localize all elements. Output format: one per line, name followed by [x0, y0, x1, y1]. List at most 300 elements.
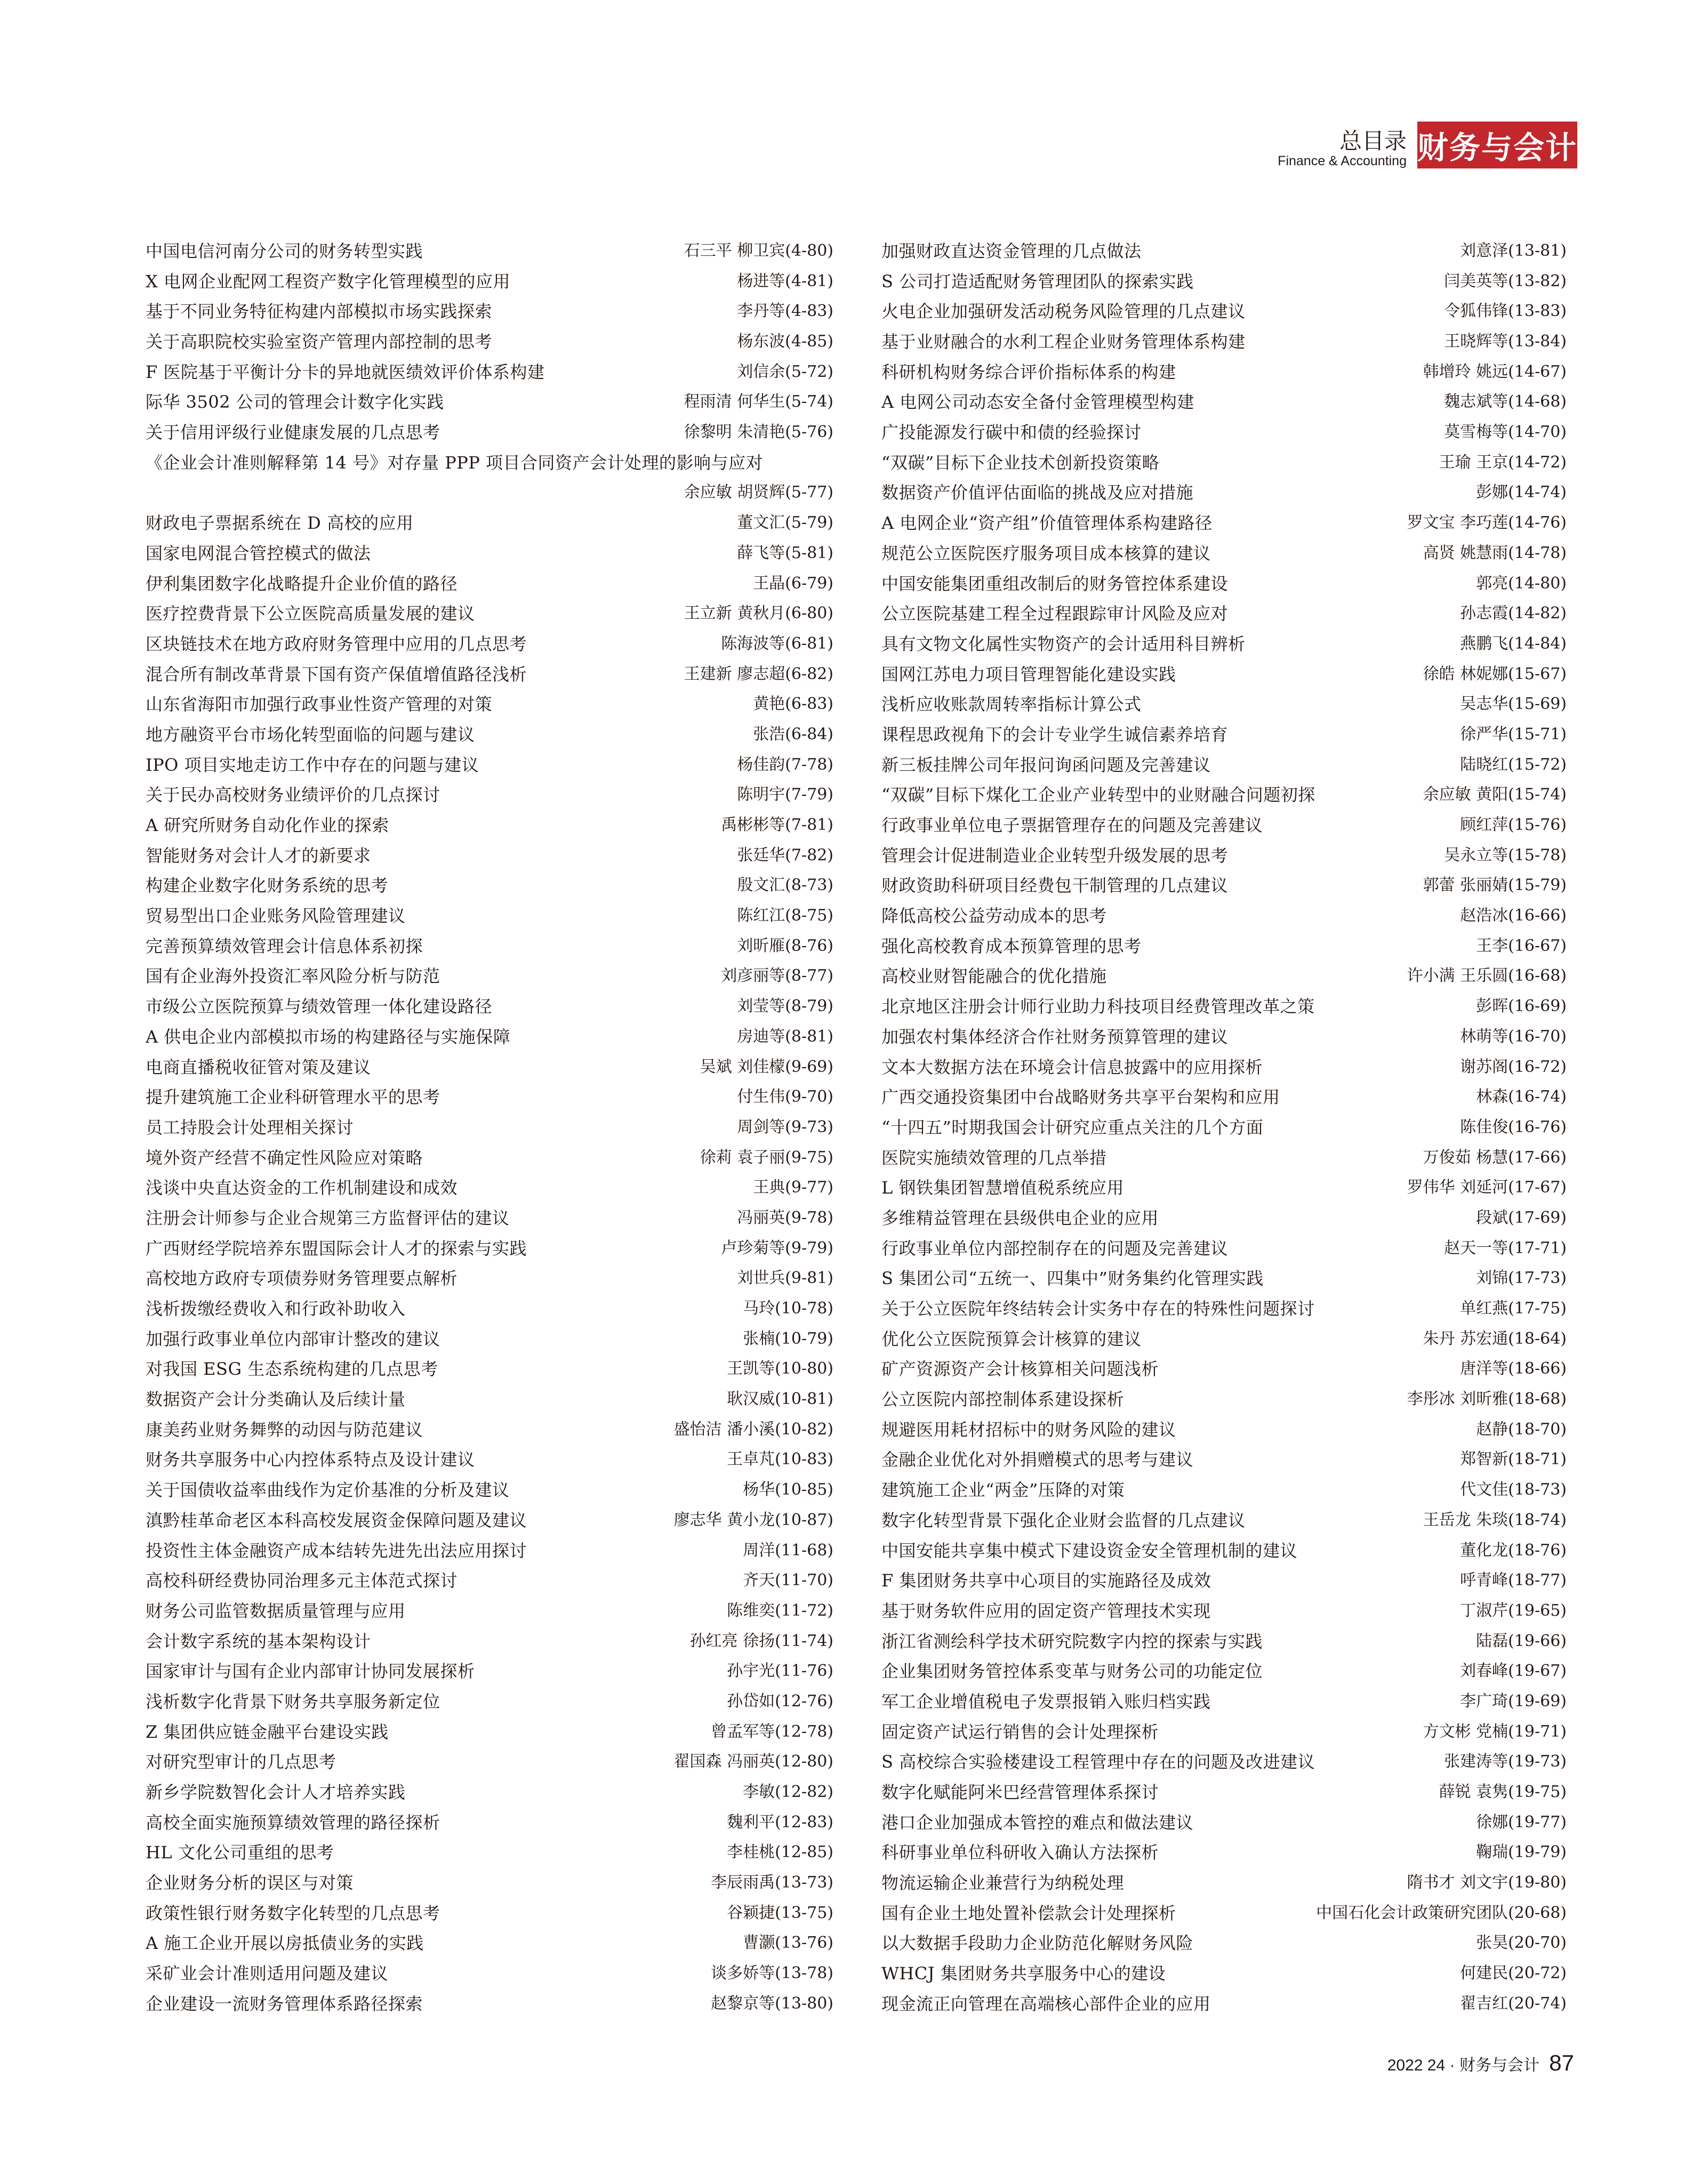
article-author-page: 中国石化会计政策研究团队(20-68)	[1316, 1903, 1567, 1922]
article-title: 建筑施工企业“两金”压降的对策	[881, 1480, 1125, 1501]
article-title: 国网江苏电力项目管理智能化建设实践	[881, 664, 1176, 684]
toc-entry	[146, 448, 833, 478]
toc-entry	[881, 1626, 1567, 1657]
toc-entry	[146, 1717, 833, 1747]
toc-entry	[146, 508, 833, 538]
article-title: A 电网公司动态安全备付金管理模型构建	[881, 392, 1194, 413]
toc-entry	[881, 1203, 1567, 1234]
article-title: 财政资助科研项目经费包干制管理的几点建议	[881, 875, 1229, 896]
article-author-page: 刘锦(17-73)	[1476, 1269, 1567, 1288]
article-title: 矿产资源资产会计核算相关问题浅析	[881, 1359, 1159, 1380]
article-title: 采矿业会计准则适用问题及建议	[146, 1963, 389, 1984]
article-author-page: 徐娜(19-77)	[1476, 1812, 1567, 1832]
toc-entry	[881, 1838, 1567, 1868]
article-author-page: 杨佳韵(7-78)	[737, 755, 833, 774]
article-title: 固定资产试运行销售的会计处理探析	[881, 1721, 1159, 1742]
toc-entry	[146, 1989, 833, 2019]
article-author-page: 耿汉威(10-81)	[727, 1390, 833, 1409]
article-author-page: 呼青峰(18-77)	[1460, 1571, 1567, 1590]
toc-entry	[881, 1234, 1567, 1264]
article-author-page: 吴永立等(15-78)	[1444, 845, 1567, 865]
toc-entry	[881, 1113, 1567, 1143]
article-title: A 供电企业内部模拟市场的构建路径与实施保障	[146, 1026, 511, 1047]
article-title: 广西交通投资集团中台战略财务共享平台架构和应用	[881, 1087, 1280, 1108]
article-author-page: 徐严华(15-71)	[1460, 724, 1567, 744]
toc-entry	[881, 1263, 1567, 1294]
article-author-page: 赵黎京等(13-80)	[711, 1994, 833, 2013]
logo-text: 财务与会计	[1417, 130, 1578, 166]
article-title: 高校地方政府专项债券财务管理要点解析	[146, 1268, 458, 1289]
toc-entry	[146, 357, 833, 388]
article-title: 高校业财智能融合的优化措施	[881, 966, 1107, 987]
toc-entry	[881, 931, 1567, 962]
article-title: 行政事业单位内部控制存在的问题及完善建议	[881, 1238, 1229, 1259]
article-title: 浙江省测绘科学技术研究院数字内控的探索与实践	[881, 1631, 1263, 1651]
article-author-page: 曾孟军等(12-78)	[711, 1722, 833, 1741]
article-title: 高校科研经费协同治理多元主体范式探讨	[146, 1570, 458, 1591]
article-author-page: 刘信余(5-72)	[737, 362, 833, 381]
toc-entry	[146, 327, 833, 357]
article-title: 金融企业优化对外捐赠模式的思考与建议	[881, 1449, 1194, 1470]
article-title: 地方融资平台市场化转型面临的问题与建议	[146, 724, 475, 745]
article-title: 规避医用耗材招标中的财务风险的建议	[881, 1419, 1176, 1440]
toc-entry	[146, 1475, 833, 1505]
article-author-page: 刘彦丽等(8-77)	[721, 966, 833, 986]
article-author-page: 罗伟华 刘延河(17-67)	[1407, 1178, 1567, 1197]
article-author-page: 隋书才 刘文宇(19-80)	[1407, 1873, 1567, 1892]
toc-entry	[881, 1173, 1567, 1203]
article-title: 多维精益管理在县级供电企业的应用	[881, 1207, 1159, 1228]
toc-entry	[881, 659, 1567, 690]
toc-entry	[881, 296, 1567, 327]
article-author-page: 万俊茹 杨慧(17-66)	[1423, 1148, 1567, 1167]
article-author-page: 王李(16-67)	[1476, 936, 1567, 955]
toc-entry	[146, 750, 833, 780]
article-title: 财政电子票据系统在 D 高校的应用	[146, 513, 414, 534]
toc-entry	[146, 1536, 833, 1566]
toc-entry	[881, 750, 1567, 780]
toc-entry	[881, 992, 1567, 1022]
article-title: 数字化赋能阿米巴经营管理体系探讨	[881, 1782, 1159, 1803]
article-author-page: 王典(9-77)	[753, 1178, 833, 1197]
article-author-page: 杨东波(4-85)	[737, 332, 833, 351]
article-title: 行政事业单位电子票据管理存在的问题及完善建议	[881, 815, 1263, 836]
article-title: 数据资产会计分类确认及后续计量	[146, 1389, 406, 1410]
page-number: 87	[1549, 2050, 1574, 2075]
toc-entry	[881, 327, 1567, 357]
toc-entry	[146, 1113, 833, 1143]
article-author-page: 翟吉红(20-74)	[1460, 1994, 1567, 2013]
article-author-page: 张昊(20-70)	[1476, 1933, 1567, 1953]
toc-entry	[146, 1687, 833, 1717]
toc-entry	[881, 1415, 1567, 1445]
article-title: 中国安能集团重组改制后的财务管控体系建设	[881, 573, 1229, 594]
toc-entry	[881, 1566, 1567, 1596]
article-author-page: 周洋(11-68)	[743, 1541, 833, 1560]
toc-entry	[146, 569, 833, 599]
article-author-page: 余应敏 胡贤辉(5-77)	[684, 483, 833, 502]
article-title: 科研机构财务综合评价指标体系的构建	[881, 361, 1176, 382]
article-author-page: 徐黎明 朱清艳(5-76)	[684, 423, 833, 442]
toc-entry	[146, 931, 833, 962]
article-title: 新乡学院数智化会计人才培养实践	[146, 1782, 406, 1803]
toc-entry	[881, 1022, 1567, 1052]
article-author-page: 谈多娇等(13-78)	[711, 1964, 833, 1983]
toc-entry	[146, 871, 833, 901]
article-title: 会计数字系统的基本架构设计	[146, 1631, 371, 1651]
article-author-page: 魏志斌等(14-68)	[1444, 392, 1567, 412]
toc-entry	[146, 1868, 833, 1898]
article-title: 加强农村集体经济合作社财务预算管理的建议	[881, 1026, 1229, 1047]
toc-right-column	[881, 236, 1567, 2019]
journal-logo	[1417, 122, 1577, 168]
toc-entry	[146, 599, 833, 629]
article-title: 市级公立医院预算与绩效管理一体化建设路径	[146, 996, 493, 1017]
article-title: 电商直播税收征管对策及建议	[146, 1057, 371, 1077]
article-title: 投资性主体金融资产成本结转先进先出法应用探讨	[146, 1540, 527, 1561]
article-author-page: 彭娜(14-74)	[1476, 483, 1567, 502]
article-title: 康美药业财务舞弊的动因与防范建议	[146, 1419, 423, 1440]
article-title: 新三板挂牌公司年报问询函问题及完善建议	[881, 754, 1211, 775]
article-author-page: 莫雪梅等(14-70)	[1444, 423, 1567, 442]
article-title: 高校全面实施预算绩效管理的路径探析	[146, 1812, 440, 1833]
article-author-page: 黄艳(6-83)	[753, 695, 833, 714]
article-title: 基于财务软件应用的固定资产管理技术实现	[881, 1600, 1211, 1621]
toc-entry	[881, 1777, 1567, 1808]
toc-entry	[146, 1808, 833, 1838]
article-author-page: 郭蕾 张丽婧(15-79)	[1423, 876, 1567, 895]
article-author-page: 刘世兵(9-81)	[737, 1269, 833, 1288]
article-author-page: 陈明宇(7-79)	[737, 785, 833, 804]
article-title: 中国安能共享集中模式下建设资金安全管理机制的建议	[881, 1540, 1298, 1561]
article-author-page: 徐皓 林妮娜(15-67)	[1423, 664, 1567, 683]
toc-entry	[146, 659, 833, 690]
toc-entry	[881, 1294, 1567, 1324]
article-title: HL 文化公司重组的思考	[146, 1842, 334, 1863]
article-author-page: 彭晖(16-69)	[1476, 997, 1567, 1016]
article-title: 公立医院基建工程全过程跟踪审计风险及应对	[881, 603, 1229, 624]
article-title: WHCJ 集团财务共享服务中心的建设	[881, 1963, 1166, 1984]
article-author-page: 王瑜 王京(14-72)	[1439, 453, 1567, 472]
article-author-page: 马玲(10-78)	[743, 1299, 833, 1318]
toc-entry	[881, 720, 1567, 750]
article-title: “双碳”目标下煤化工企业产业转型中的业财融合问题初探	[881, 785, 1315, 805]
article-author-page: 陆晓红(15-72)	[1460, 755, 1567, 774]
article-title: 基于业财融合的水利工程企业财务管理体系构建	[881, 332, 1246, 352]
article-title: S 集团公司“五统一、四集中”财务集约化管理实践	[881, 1268, 1264, 1289]
article-title: 浅析数字化背景下财务共享服务新定位	[146, 1691, 440, 1712]
article-author-page: 丁淑芹(19-65)	[1460, 1601, 1567, 1620]
article-author-page: 董文汇(5-79)	[737, 513, 833, 533]
article-title: 医疗控费背景下公立医院高质量发展的建议	[146, 603, 475, 624]
article-author-page: 张建涛等(19-73)	[1444, 1752, 1567, 1771]
toc-entry	[881, 599, 1567, 629]
article-author-page: 唐洋等(18-66)	[1460, 1359, 1567, 1379]
toc-entry	[881, 1536, 1567, 1566]
article-title: 广投能源发行碳中和债的经验探讨	[881, 422, 1142, 443]
toc-entry	[146, 1203, 833, 1234]
toc-entry	[881, 1324, 1567, 1355]
toc-entry	[881, 478, 1567, 509]
toc-entry	[146, 1294, 833, 1324]
article-title: 关于民办高校财务业绩评价的几点探讨	[146, 785, 440, 805]
toc-entry	[881, 1596, 1567, 1626]
article-title: 《企业会计准则解释第 14 号》对存量 PPP 项目合同资产会计处理的影响与应对	[146, 452, 764, 473]
article-author-page: 冯丽英(9-78)	[737, 1208, 833, 1227]
article-title: 山东省海阳市加强行政事业性资产管理的对策	[146, 694, 493, 715]
toc-entry	[881, 508, 1567, 538]
issue-info: 2022 24 · 财务与会计	[1387, 2057, 1539, 2074]
article-author-page: 王立新 黄秋月(6-80)	[684, 604, 833, 623]
toc-entry	[146, 1354, 833, 1384]
article-author-page: 殷文汇(8-73)	[737, 876, 833, 895]
article-title: 数字化转型背景下强化企业财会监督的几点建议	[881, 1510, 1246, 1530]
article-title: 贸易型出口企业账务风险管理建议	[146, 906, 406, 926]
article-title: 管理会计促进制造业企业转型升级发展的思考	[881, 845, 1229, 866]
article-author-page: 陈红江(8-75)	[737, 906, 833, 925]
toc-entry	[881, 810, 1567, 841]
article-title: 际华 3502 公司的管理会计数字化实践	[146, 392, 444, 413]
toc-entry	[146, 1082, 833, 1113]
article-author-page: 吴斌 刘佳檬(9-69)	[700, 1057, 833, 1076]
article-author-page: 禹彬彬等(7-81)	[721, 816, 833, 835]
article-author-page: 盛怡洁 潘小溪(10-82)	[673, 1420, 833, 1439]
toc-entry	[881, 1959, 1567, 1989]
article-author-page: 高贤 姚慧雨(14-78)	[1423, 543, 1567, 562]
article-author-page: 曹灏(13-76)	[743, 1933, 833, 1953]
toc-entry	[881, 1747, 1567, 1777]
article-title: 对我国 ESG 生态系统构建的几点思考	[146, 1359, 438, 1380]
toc-entry	[146, 1777, 833, 1808]
toc-entry	[881, 236, 1567, 267]
article-title: 医院实施绩效管理的几点举措	[881, 1147, 1107, 1168]
article-title: 关于高职院校实验室资产管理内部控制的思考	[146, 332, 493, 352]
article-author-page: 杨华(10-85)	[743, 1480, 833, 1500]
article-title: 国有企业土地处置补偿款会计处理探析	[881, 1903, 1176, 1923]
toc-entry	[146, 1566, 833, 1596]
article-author-page: 董化龙(18-76)	[1460, 1541, 1567, 1560]
toc-entry	[881, 629, 1567, 659]
article-title: 员工持股会计处理相关探讨	[146, 1117, 354, 1138]
article-title: 火电企业加强研发活动税务风险管理的几点建议	[881, 301, 1246, 322]
toc-entry	[146, 841, 833, 871]
toc-entry	[146, 1656, 833, 1687]
article-title: 滇黔桂革命老区本科高校发展资金保障问题及建议	[146, 1510, 527, 1530]
toc-entry	[881, 689, 1567, 720]
article-title: 加强财政直达资金管理的几点做法	[881, 240, 1142, 261]
article-title: 关于国债收益率曲线作为定价基准的分析及建议	[146, 1480, 510, 1501]
article-author-page: 余应敏 黄阳(15-74)	[1423, 785, 1567, 804]
article-title: 公立医院内部控制体系建设探析	[881, 1389, 1125, 1410]
toc-entry	[146, 1445, 833, 1476]
toc-entry	[146, 1929, 833, 1959]
article-author-page: 孙宇光(11-76)	[727, 1662, 833, 1681]
article-author-page: 朱丹 苏宏通(18-64)	[1423, 1329, 1567, 1348]
article-title: S 公司打造适配财务管理团队的探索实践	[881, 271, 1194, 292]
article-author-page: 郭亮(14-80)	[1476, 574, 1567, 593]
toc-entry	[881, 417, 1567, 448]
toc-entry	[881, 1929, 1567, 1959]
article-author-page: 陆磊(19-66)	[1476, 1631, 1567, 1650]
article-title: 国家电网混合管控模式的做法	[146, 543, 371, 563]
toc-entry	[881, 1445, 1567, 1476]
article-title: 关于信用评级行业健康发展的几点思考	[146, 422, 440, 443]
article-title: 港口企业加强成本管控的难点和做法建议	[881, 1812, 1194, 1833]
article-author-page: 徐莉 袁子丽(9-75)	[700, 1148, 833, 1167]
article-title: 政策性银行财务数字化转型的几点思考	[146, 1903, 440, 1923]
article-author-page: 罗文宝 李巧莲(14-76)	[1407, 513, 1567, 533]
article-author-page: 许小满 王乐圆(16-68)	[1407, 966, 1567, 986]
page-footer	[1387, 2050, 1574, 2076]
toc-entry	[146, 478, 833, 509]
article-title: Z 集团供应链金融平台建设实践	[146, 1721, 389, 1742]
toc-entry	[881, 962, 1567, 992]
article-title: 浅析拨缴经费收入和行政补助收入	[146, 1299, 406, 1319]
toc-entry	[146, 236, 833, 267]
toc-entry	[881, 1384, 1567, 1415]
article-author-page: 王晓辉等(13-84)	[1444, 332, 1567, 351]
article-author-page: 张楠(10-79)	[743, 1329, 833, 1348]
article-author-page: 卢珍菊等(9-79)	[721, 1238, 833, 1258]
article-author-page: 赵静(18-70)	[1476, 1420, 1567, 1439]
toc-entry	[146, 810, 833, 841]
toc-entry	[146, 1505, 833, 1536]
article-title: 完善预算绩效管理会计信息体系初探	[146, 936, 423, 956]
article-author-page: 吴志华(15-69)	[1460, 695, 1567, 714]
article-title: 对研究型审计的几点思考	[146, 1752, 336, 1772]
toc-entry	[146, 629, 833, 659]
article-title: 物流运输企业兼营行为纳税处理	[881, 1873, 1125, 1893]
article-title: F 医院基于平衡计分卡的异地就医绩效评价体系构建	[146, 361, 545, 382]
article-author-page: 单红燕(17-75)	[1460, 1299, 1567, 1318]
toc-entry	[881, 1505, 1567, 1536]
article-title: IPO 项目实地走访工作中存在的问题与建议	[146, 754, 479, 775]
article-author-page: 王凯等(10-80)	[727, 1359, 833, 1379]
article-author-page: 赵浩冰(16-66)	[1460, 906, 1567, 925]
toc-entry	[881, 569, 1567, 599]
article-title: 混合所有制改革背景下国有资产保值增值路径浅析	[146, 664, 527, 684]
article-author-page: 孙岱如(12-76)	[727, 1691, 833, 1711]
article-author-page: 廖志华 黄小龙(10-87)	[673, 1510, 833, 1529]
article-title: 北京地区注册会计师行业助力科技项目经费管理改革之策	[881, 996, 1315, 1017]
article-title: A 电网企业“资产组”价值管理体系构建路径	[881, 513, 1213, 534]
toc-entry	[146, 1052, 833, 1083]
toc-entry	[146, 689, 833, 720]
article-author-page: 谷颖捷(13-75)	[727, 1903, 833, 1922]
toc-entry	[881, 1052, 1567, 1083]
article-author-page: 刘昕雁(8-76)	[737, 936, 833, 955]
article-title: 国家审计与国有企业内部审计协同发展探析	[146, 1661, 475, 1682]
article-title: 具有文物文化属性实物资产的会计适用科目辨析	[881, 633, 1246, 654]
article-title: 企业集团财务管控体系变革与财务公司的功能定位	[881, 1661, 1263, 1682]
article-title: 基于不同业务特征构建内部模拟市场实践探索	[146, 301, 493, 322]
toc-entry	[881, 448, 1567, 478]
article-author-page: 闫美英等(13-82)	[1444, 271, 1567, 291]
article-title: 境外资产经营不确定性风险应对策略	[146, 1147, 423, 1168]
article-author-page: 陈佳俊(16-76)	[1460, 1117, 1567, 1137]
article-title: 构建企业数字化财务系统的思考	[146, 875, 389, 896]
article-author-page: 鞠瑞(19-79)	[1476, 1843, 1567, 1862]
article-author-page: 代文佳(18-73)	[1460, 1480, 1567, 1500]
article-author-page: 何建民(20-72)	[1460, 1964, 1567, 1983]
toc-entry	[881, 1143, 1567, 1173]
article-author-page: 方文彬 党楠(19-71)	[1423, 1722, 1567, 1741]
article-author-page: 薛飞等(5-81)	[737, 543, 833, 562]
toc-entry	[146, 1324, 833, 1355]
toc-entry	[881, 1354, 1567, 1384]
article-author-page: 刘春峰(19-67)	[1460, 1662, 1567, 1681]
article-author-page: 魏利平(12-83)	[727, 1812, 833, 1832]
toc-entry	[881, 538, 1567, 569]
article-title: 关于公立医院年终结转会计实务中存在的特殊性问题探讨	[881, 1299, 1315, 1319]
toc-entry	[881, 1687, 1567, 1717]
article-author-page: 林萌等(16-70)	[1460, 1027, 1567, 1046]
article-title: 数据资产价值评估面临的挑战及应对措施	[881, 482, 1194, 503]
toc-entry	[881, 1717, 1567, 1747]
article-title: F 集团财务共享中心项目的实施路径及成效	[881, 1570, 1211, 1591]
toc-entry	[881, 267, 1567, 297]
article-author-page: 杨进等(4-81)	[737, 271, 833, 291]
article-title: 注册会计师参与企业合规第三方监督评估的建议	[146, 1207, 510, 1228]
article-author-page: 张廷华(7-82)	[737, 845, 833, 865]
toc-entry	[146, 1143, 833, 1173]
article-title: 现金流正向管理在高端核心部件企业的应用	[881, 1993, 1211, 2014]
article-author-page: 刘莹等(8-79)	[737, 997, 833, 1016]
article-title: 军工企业增值税电子发票报销入账归档实践	[881, 1691, 1211, 1712]
article-title: A 施工企业开展以房抵债业务的实践	[146, 1933, 424, 1954]
article-title: S 高校综合实验楼建设工程管理中存在的问题及改进建议	[881, 1752, 1315, 1772]
toc-entry	[881, 1898, 1567, 1929]
toc-entry	[146, 962, 833, 992]
toc-entry	[146, 1234, 833, 1264]
article-title: 规范公立医院医疗服务项目成本核算的建议	[881, 543, 1211, 563]
toc-entry	[146, 296, 833, 327]
article-title: 国有企业海外投资汇率风险分析与防范	[146, 966, 440, 987]
toc-entry	[146, 1263, 833, 1294]
article-title: 企业建设一流财务管理体系路径探索	[146, 1993, 423, 2014]
toc-left-column	[146, 236, 833, 2019]
toc-entry	[146, 387, 833, 417]
article-author-page: 李辰雨禹(13-73)	[711, 1873, 833, 1892]
article-author-page: 李丹等(4-83)	[737, 302, 833, 321]
article-author-page: 郑智新(18-71)	[1460, 1450, 1567, 1469]
section-title: 总目录	[1339, 128, 1407, 154]
article-title: 文本大数据方法在环境会计信息披露中的应用探析	[881, 1057, 1263, 1077]
article-title: “十四五”时期我国会计研究应重点关注的几个方面	[881, 1117, 1264, 1138]
toc-entry	[146, 901, 833, 931]
toc-entry	[881, 1656, 1567, 1687]
article-author-page: 石三平 柳卫宾(4-80)	[684, 241, 833, 260]
toc-entry	[881, 357, 1567, 388]
toc-entry	[146, 1596, 833, 1626]
article-title: 智能财务对会计人才的新要求	[146, 845, 371, 866]
article-author-page: 谢苏阁(16-72)	[1460, 1057, 1567, 1076]
toc-entry	[146, 1384, 833, 1415]
article-author-page: 陈维奕(11-72)	[727, 1601, 833, 1620]
article-author-page: 翟国森 冯丽英(12-80)	[673, 1752, 833, 1771]
toc-entry	[146, 1626, 833, 1657]
article-author-page: 李彤冰 刘昕雅(18-68)	[1407, 1390, 1567, 1409]
article-title: 优化公立医院预算会计核算的建议	[881, 1328, 1142, 1349]
article-author-page: 王卓芃(10-83)	[727, 1450, 833, 1469]
toc-entry	[146, 992, 833, 1022]
article-author-page: 齐天(11-70)	[743, 1571, 833, 1590]
article-author-page: 赵天一等(17-71)	[1444, 1238, 1567, 1258]
article-author-page: 韩增玲 姚远(14-67)	[1423, 362, 1567, 381]
article-author-page: 燕鹏飞(14-84)	[1460, 634, 1567, 653]
article-author-page: 周剑等(9-73)	[737, 1117, 833, 1137]
article-title: “双碳”目标下企业技术创新投资策略	[881, 452, 1160, 473]
